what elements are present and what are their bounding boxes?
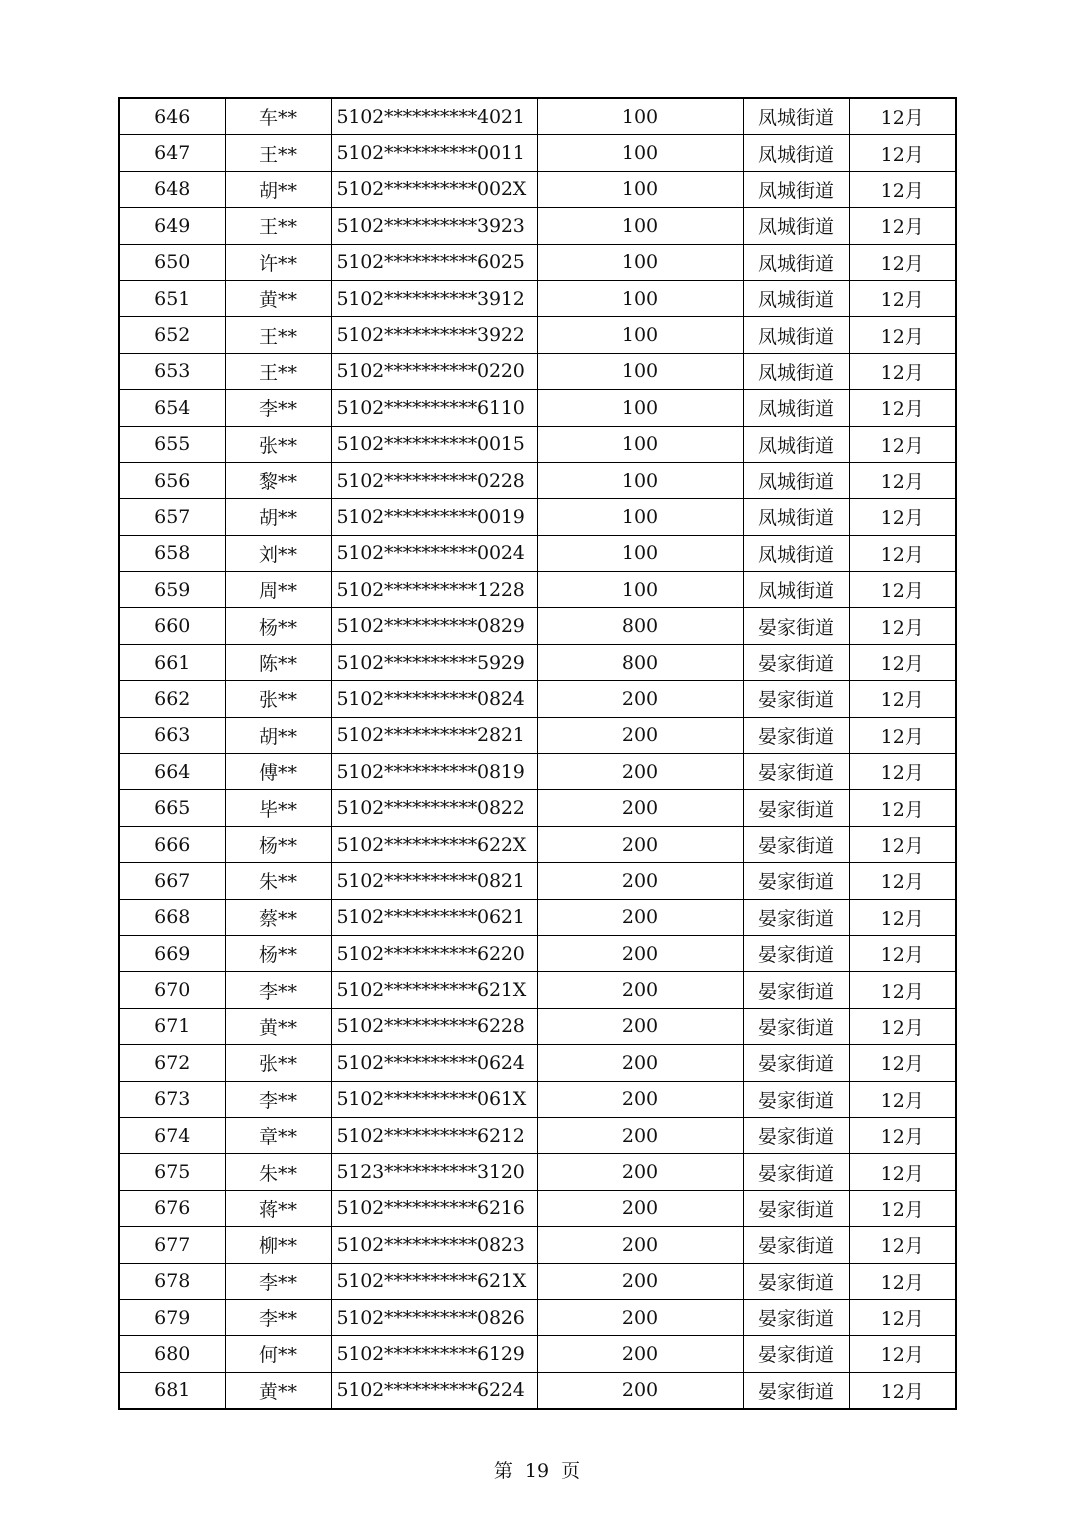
amount-cell: 100 (537, 462, 743, 498)
id-number-cell: 5102**********002X (331, 171, 537, 207)
name-cell: 胡** (225, 499, 331, 535)
amount-cell: 200 (537, 717, 743, 753)
street-cell: 凤城街道 (743, 244, 849, 280)
street-cell: 晏家街道 (743, 935, 849, 971)
street-cell: 晏家街道 (743, 1008, 849, 1044)
amount-cell: 100 (537, 317, 743, 353)
name-cell: 王** (225, 135, 331, 171)
amount-cell: 200 (537, 863, 743, 899)
id-number-cell: 5102**********4021 (331, 98, 537, 135)
table-row (119, 1045, 956, 1081)
table-row (119, 1227, 956, 1263)
amount-cell: 100 (537, 572, 743, 608)
street-cell: 晏家街道 (743, 1045, 849, 1081)
amount-cell: 800 (537, 644, 743, 680)
seq-cell: 672 (119, 1045, 225, 1081)
id-number-cell: 5102**********621X (331, 972, 537, 1008)
name-cell: 张** (225, 426, 331, 462)
name-cell: 李** (225, 972, 331, 1008)
seq-cell: 651 (119, 280, 225, 316)
month-cell: 12月 (849, 208, 956, 244)
seq-cell: 678 (119, 1263, 225, 1299)
table-row (119, 572, 956, 608)
name-cell: 李** (225, 1081, 331, 1117)
seq-cell: 674 (119, 1117, 225, 1153)
table-row (119, 1117, 956, 1153)
street-cell: 凤城街道 (743, 171, 849, 207)
street-cell: 晏家街道 (743, 1263, 849, 1299)
amount-cell: 100 (537, 535, 743, 571)
month-cell: 12月 (849, 572, 956, 608)
table-row (119, 390, 956, 426)
table-row (119, 317, 956, 353)
amount-cell: 200 (537, 1190, 743, 1226)
street-cell: 凤城街道 (743, 208, 849, 244)
seq-cell: 654 (119, 390, 225, 426)
seq-cell: 650 (119, 244, 225, 280)
table-row (119, 863, 956, 899)
street-cell: 晏家街道 (743, 1190, 849, 1226)
name-cell: 黄** (225, 280, 331, 316)
name-cell: 周** (225, 572, 331, 608)
seq-cell: 675 (119, 1154, 225, 1190)
street-cell: 晏家街道 (743, 1372, 849, 1409)
amount-cell: 100 (537, 280, 743, 316)
table-row (119, 1008, 956, 1044)
month-cell: 12月 (849, 353, 956, 389)
street-cell: 晏家街道 (743, 899, 849, 935)
name-cell: 李** (225, 1299, 331, 1335)
table-body (119, 98, 956, 1409)
street-cell: 凤城街道 (743, 98, 849, 135)
amount-cell: 200 (537, 681, 743, 717)
id-number-cell: 5102**********6025 (331, 244, 537, 280)
table-row (119, 244, 956, 280)
id-number-cell: 5102**********0829 (331, 608, 537, 644)
amount-cell: 100 (537, 499, 743, 535)
month-cell: 12月 (849, 171, 956, 207)
name-cell: 胡** (225, 717, 331, 753)
street-cell: 凤城街道 (743, 317, 849, 353)
month-cell: 12月 (849, 98, 956, 135)
street-cell: 晏家街道 (743, 1336, 849, 1372)
amount-cell: 200 (537, 1336, 743, 1372)
amount-cell: 100 (537, 353, 743, 389)
name-cell: 胡** (225, 171, 331, 207)
id-number-cell: 5102**********0822 (331, 790, 537, 826)
amount-cell: 200 (537, 1227, 743, 1263)
month-cell: 12月 (849, 717, 956, 753)
seq-cell: 664 (119, 754, 225, 790)
street-cell: 凤城街道 (743, 353, 849, 389)
seq-cell: 652 (119, 317, 225, 353)
table-row (119, 1263, 956, 1299)
month-cell: 12月 (849, 608, 956, 644)
street-cell: 晏家街道 (743, 790, 849, 826)
name-cell: 蔡** (225, 899, 331, 935)
seq-cell: 671 (119, 1008, 225, 1044)
seq-cell: 663 (119, 717, 225, 753)
month-cell: 12月 (849, 1372, 956, 1409)
street-cell: 晏家街道 (743, 717, 849, 753)
amount-cell: 100 (537, 98, 743, 135)
month-cell: 12月 (849, 1045, 956, 1081)
id-number-cell: 5102**********0821 (331, 863, 537, 899)
seq-cell: 666 (119, 826, 225, 862)
id-number-cell: 5102**********0011 (331, 135, 537, 171)
name-cell: 李** (225, 390, 331, 426)
table-row (119, 754, 956, 790)
name-cell: 柳** (225, 1227, 331, 1263)
id-number-cell: 5123**********3120 (331, 1154, 537, 1190)
name-cell: 杨** (225, 608, 331, 644)
amount-cell: 200 (537, 1117, 743, 1153)
id-number-cell: 5102**********061X (331, 1081, 537, 1117)
month-cell: 12月 (849, 754, 956, 790)
street-cell: 凤城街道 (743, 572, 849, 608)
seq-cell: 669 (119, 935, 225, 971)
name-cell: 黎** (225, 462, 331, 498)
month-cell: 12月 (849, 317, 956, 353)
amount-cell: 200 (537, 826, 743, 862)
month-cell: 12月 (849, 1154, 956, 1190)
amount-cell: 200 (537, 899, 743, 935)
month-cell: 12月 (849, 535, 956, 571)
id-number-cell: 5102**********2821 (331, 717, 537, 753)
id-number-cell: 5102**********6212 (331, 1117, 537, 1153)
table-row (119, 1299, 956, 1335)
seq-cell: 659 (119, 572, 225, 608)
seq-cell: 668 (119, 899, 225, 935)
id-number-cell: 5102**********622X (331, 826, 537, 862)
name-cell: 张** (225, 1045, 331, 1081)
id-number-cell: 5102**********5929 (331, 644, 537, 680)
seq-cell: 676 (119, 1190, 225, 1226)
seq-cell: 667 (119, 863, 225, 899)
month-cell: 12月 (849, 681, 956, 717)
street-cell: 晏家街道 (743, 863, 849, 899)
month-cell: 12月 (849, 390, 956, 426)
table-row (119, 1336, 956, 1372)
month-cell: 12月 (849, 1227, 956, 1263)
amount-cell: 100 (537, 135, 743, 171)
id-number-cell: 5102**********0228 (331, 462, 537, 498)
table-row (119, 608, 956, 644)
name-cell: 黄** (225, 1008, 331, 1044)
name-cell: 张** (225, 681, 331, 717)
id-number-cell: 5102**********0823 (331, 1227, 537, 1263)
amount-cell: 100 (537, 171, 743, 207)
street-cell: 晏家街道 (743, 1081, 849, 1117)
seq-cell: 662 (119, 681, 225, 717)
id-number-cell: 5102**********0819 (331, 754, 537, 790)
street-cell: 晏家街道 (743, 1117, 849, 1153)
street-cell: 凤城街道 (743, 499, 849, 535)
id-number-cell: 5102**********0824 (331, 681, 537, 717)
month-cell: 12月 (849, 899, 956, 935)
name-cell: 傅** (225, 754, 331, 790)
id-number-cell: 5102**********6129 (331, 1336, 537, 1372)
table-row (119, 535, 956, 571)
id-number-cell: 5102**********3923 (331, 208, 537, 244)
street-cell: 晏家街道 (743, 972, 849, 1008)
table-row (119, 135, 956, 171)
id-number-cell: 5102**********0624 (331, 1045, 537, 1081)
name-cell: 毕** (225, 790, 331, 826)
table-row (119, 426, 956, 462)
id-number-cell: 5102**********0220 (331, 353, 537, 389)
seq-cell: 653 (119, 353, 225, 389)
month-cell: 12月 (849, 499, 956, 535)
id-number-cell: 5102**********3912 (331, 280, 537, 316)
month-cell: 12月 (849, 1008, 956, 1044)
name-cell: 杨** (225, 826, 331, 862)
amount-cell: 200 (537, 1081, 743, 1117)
street-cell: 凤城街道 (743, 135, 849, 171)
table-row (119, 899, 956, 935)
table-row (119, 1154, 956, 1190)
month-cell: 12月 (849, 426, 956, 462)
month-cell: 12月 (849, 790, 956, 826)
seq-cell: 665 (119, 790, 225, 826)
seq-cell: 679 (119, 1299, 225, 1335)
month-cell: 12月 (849, 462, 956, 498)
name-cell: 朱** (225, 863, 331, 899)
id-number-cell: 5102**********0019 (331, 499, 537, 535)
seq-cell: 656 (119, 462, 225, 498)
table-row (119, 1081, 956, 1117)
seq-cell: 646 (119, 98, 225, 135)
id-number-cell: 5102**********6224 (331, 1372, 537, 1409)
month-cell: 12月 (849, 863, 956, 899)
seq-cell: 647 (119, 135, 225, 171)
seq-cell: 657 (119, 499, 225, 535)
table-row (119, 208, 956, 244)
seq-cell: 658 (119, 535, 225, 571)
id-number-cell: 5102**********0015 (331, 426, 537, 462)
seq-cell: 681 (119, 1372, 225, 1409)
id-number-cell: 5102**********6220 (331, 935, 537, 971)
table-row (119, 717, 956, 753)
street-cell: 凤城街道 (743, 462, 849, 498)
id-number-cell: 5102**********6216 (331, 1190, 537, 1226)
name-cell: 王** (225, 353, 331, 389)
seq-cell: 670 (119, 972, 225, 1008)
month-cell: 12月 (849, 972, 956, 1008)
table-row (119, 462, 956, 498)
month-cell: 12月 (849, 244, 956, 280)
id-number-cell: 5102**********621X (331, 1263, 537, 1299)
street-cell: 凤城街道 (743, 280, 849, 316)
street-cell: 晏家街道 (743, 754, 849, 790)
street-cell: 晏家街道 (743, 1299, 849, 1335)
amount-cell: 200 (537, 1299, 743, 1335)
seq-cell: 655 (119, 426, 225, 462)
name-cell: 李** (225, 1263, 331, 1299)
street-cell: 晏家街道 (743, 681, 849, 717)
name-cell: 蒋** (225, 1190, 331, 1226)
id-number-cell: 5102**********3922 (331, 317, 537, 353)
amount-cell: 200 (537, 1372, 743, 1409)
month-cell: 12月 (849, 1299, 956, 1335)
seq-cell: 673 (119, 1081, 225, 1117)
month-cell: 12月 (849, 280, 956, 316)
name-cell: 陈** (225, 644, 331, 680)
street-cell: 晏家街道 (743, 608, 849, 644)
table-row (119, 935, 956, 971)
month-cell: 12月 (849, 1263, 956, 1299)
seq-cell: 661 (119, 644, 225, 680)
id-number-cell: 5102**********1228 (331, 572, 537, 608)
street-cell: 凤城街道 (743, 390, 849, 426)
amount-cell: 100 (537, 208, 743, 244)
seq-cell: 680 (119, 1336, 225, 1372)
amount-cell: 100 (537, 426, 743, 462)
table-row (119, 98, 956, 135)
amount-cell: 200 (537, 1008, 743, 1044)
month-cell: 12月 (849, 1081, 956, 1117)
month-cell: 12月 (849, 135, 956, 171)
seq-cell: 649 (119, 208, 225, 244)
table-row (119, 972, 956, 1008)
table-row (119, 681, 956, 717)
amount-cell: 200 (537, 972, 743, 1008)
table-row (119, 353, 956, 389)
id-number-cell: 5102**********0621 (331, 899, 537, 935)
table-row (119, 499, 956, 535)
name-cell: 黄** (225, 1372, 331, 1409)
amount-cell: 100 (537, 390, 743, 426)
id-number-cell: 5102**********6110 (331, 390, 537, 426)
table-row (119, 1190, 956, 1226)
id-number-cell: 5102**********6228 (331, 1008, 537, 1044)
name-cell: 朱** (225, 1154, 331, 1190)
table-row (119, 826, 956, 862)
amount-cell: 200 (537, 935, 743, 971)
seq-cell: 660 (119, 608, 225, 644)
amount-cell: 200 (537, 1154, 743, 1190)
amount-cell: 200 (537, 1045, 743, 1081)
name-cell: 刘** (225, 535, 331, 571)
month-cell: 12月 (849, 644, 956, 680)
street-cell: 晏家街道 (743, 1227, 849, 1263)
name-cell: 王** (225, 317, 331, 353)
data-table (118, 97, 957, 1410)
page-number: 第 19 页 (493, 1460, 581, 1482)
name-cell: 章** (225, 1117, 331, 1153)
seq-cell: 648 (119, 171, 225, 207)
table-row (119, 1372, 956, 1409)
amount-cell: 200 (537, 790, 743, 826)
month-cell: 12月 (849, 826, 956, 862)
month-cell: 12月 (849, 935, 956, 971)
name-cell: 王** (225, 208, 331, 244)
id-number-cell: 5102**********0826 (331, 1299, 537, 1335)
amount-cell: 800 (537, 608, 743, 644)
id-number-cell: 5102**********0024 (331, 535, 537, 571)
amount-cell: 100 (537, 244, 743, 280)
street-cell: 凤城街道 (743, 535, 849, 571)
street-cell: 晏家街道 (743, 826, 849, 862)
name-cell: 车** (225, 98, 331, 135)
table-row (119, 644, 956, 680)
month-cell: 12月 (849, 1190, 956, 1226)
street-cell: 晏家街道 (743, 1154, 849, 1190)
name-cell: 许** (225, 244, 331, 280)
street-cell: 凤城街道 (743, 426, 849, 462)
name-cell: 何** (225, 1336, 331, 1372)
table-row (119, 280, 956, 316)
amount-cell: 200 (537, 1263, 743, 1299)
street-cell: 晏家街道 (743, 644, 849, 680)
seq-cell: 677 (119, 1227, 225, 1263)
table-row (119, 790, 956, 826)
month-cell: 12月 (849, 1117, 956, 1153)
table-row (119, 171, 956, 207)
name-cell: 杨** (225, 935, 331, 971)
amount-cell: 200 (537, 754, 743, 790)
month-cell: 12月 (849, 1336, 956, 1372)
